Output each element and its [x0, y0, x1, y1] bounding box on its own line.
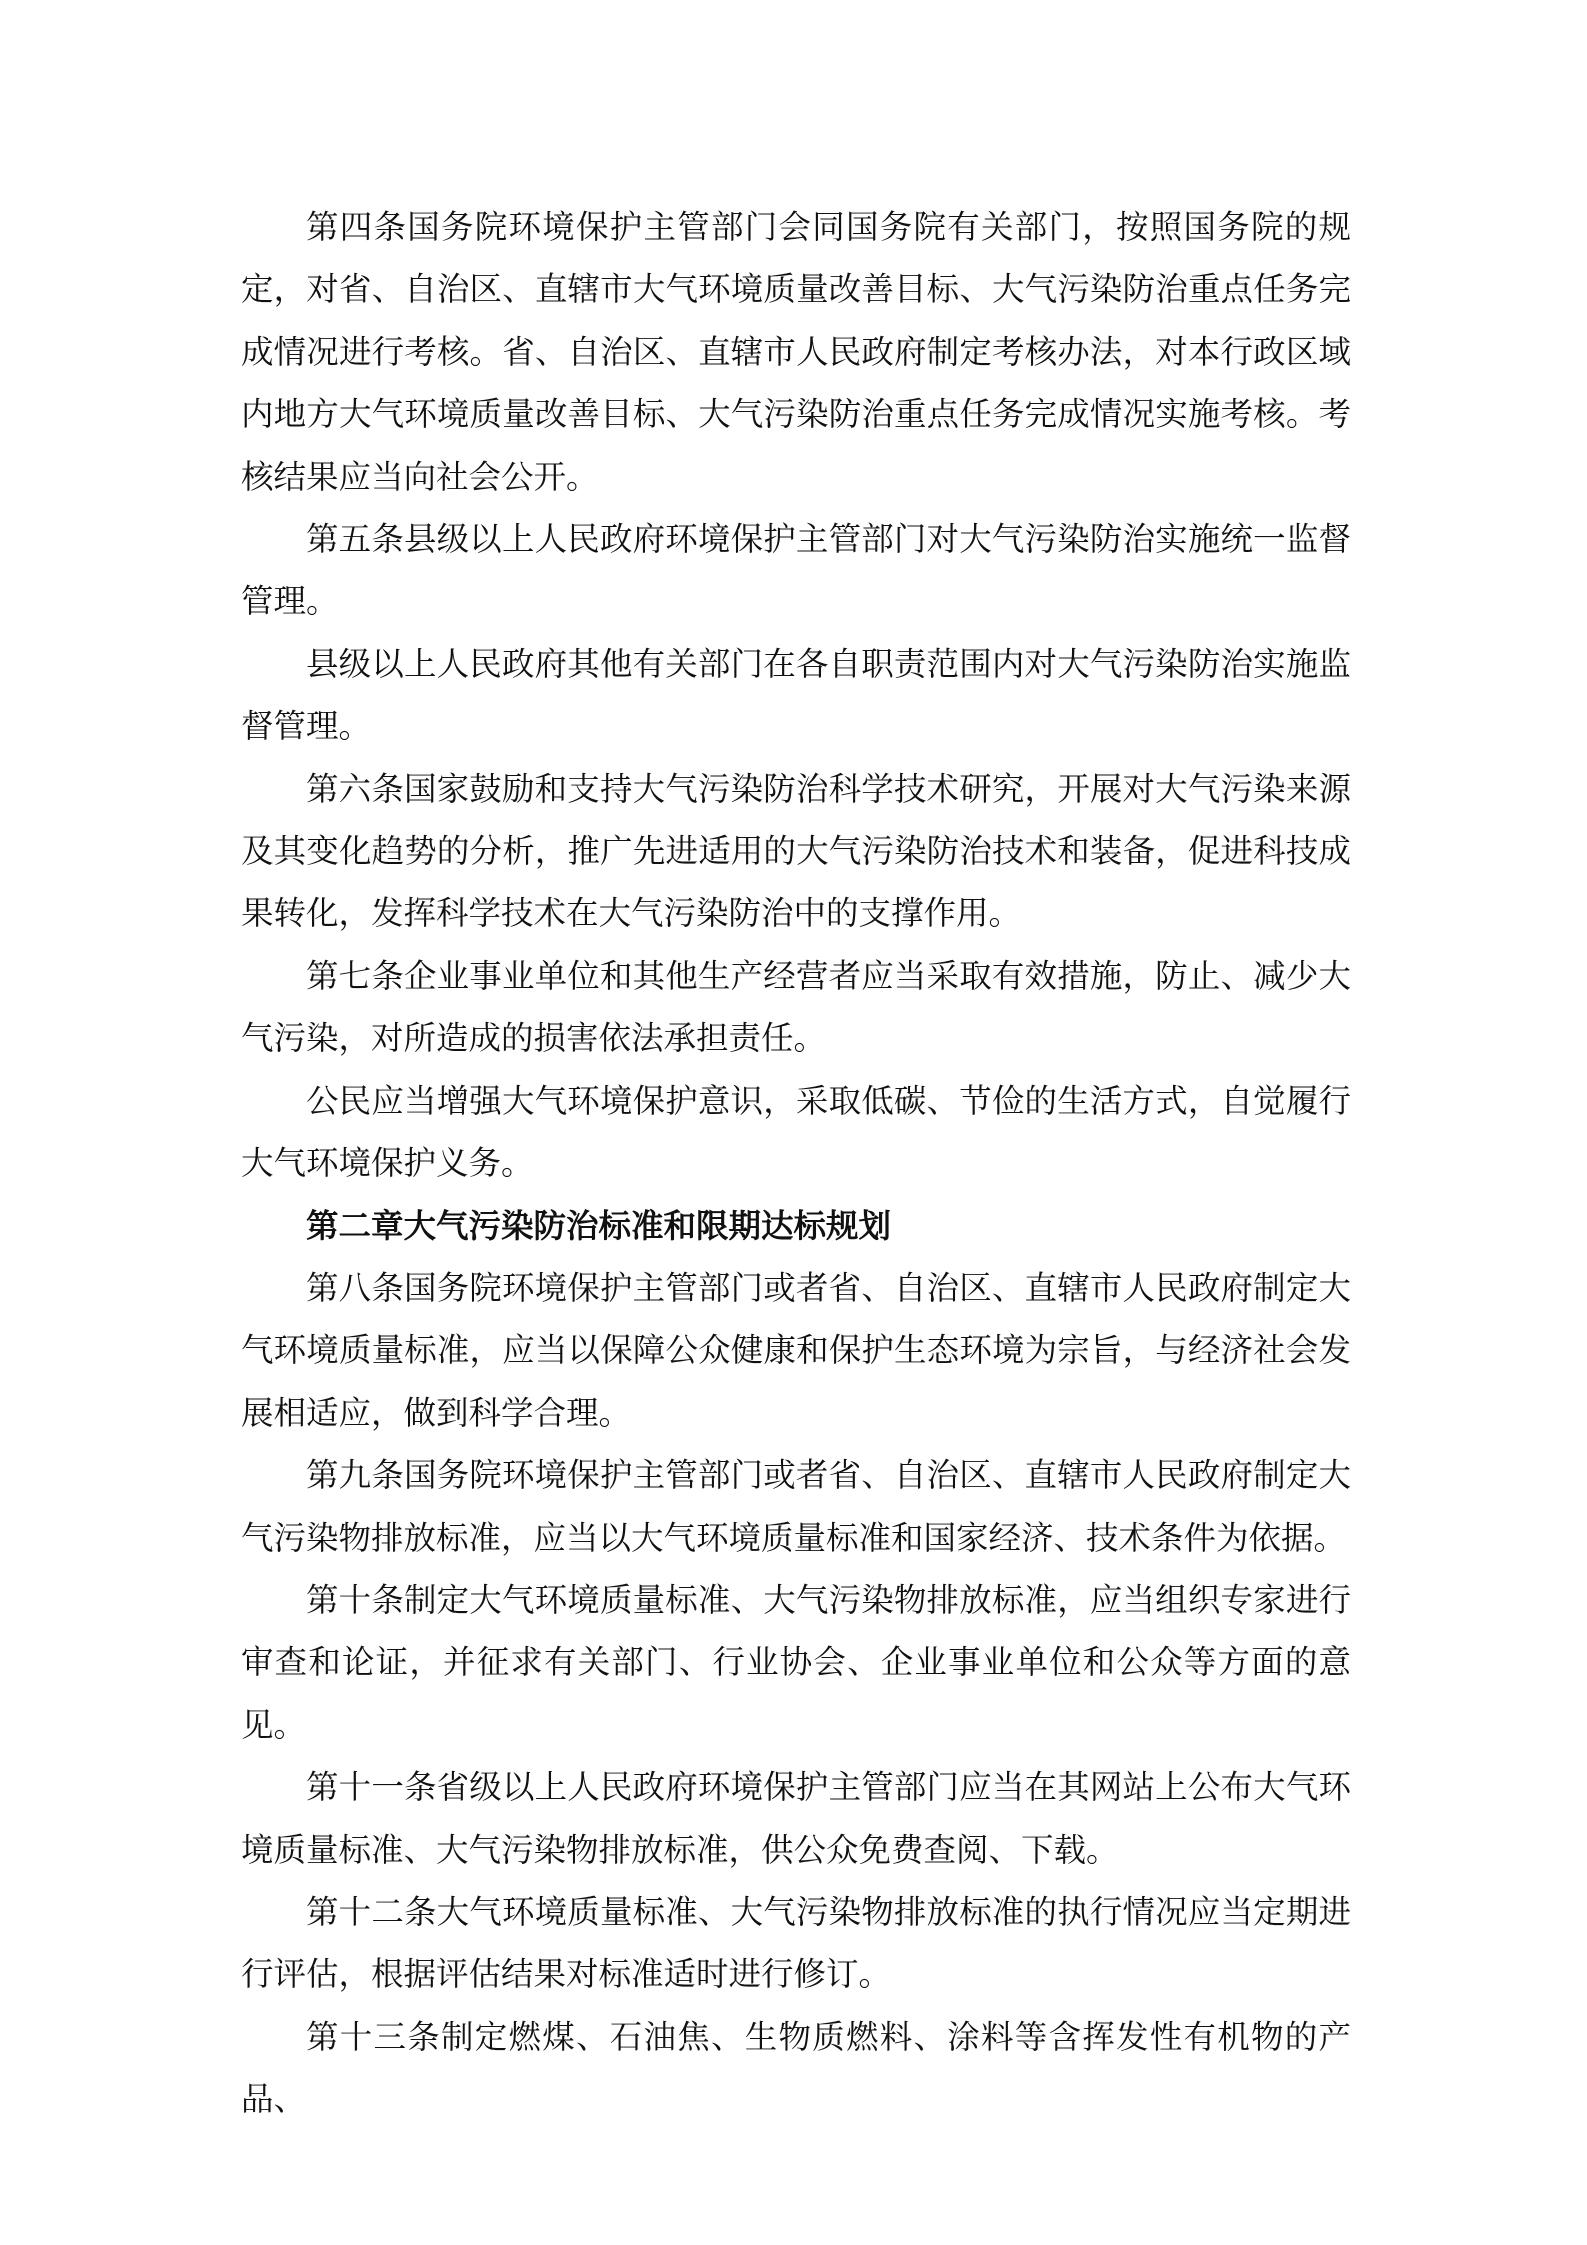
paragraph-article-10: 第十条制定大气环境质量标准、大气污染物排放标准，应当组织专家进行审查和论证，并征求有关部门、行业协会、企业事业单位和公众等方面的意见。	[241, 1580, 1351, 1744]
paragraph-article-13: 第十三条制定燃煤、石油焦、生物质燃料、涂料等含挥发性有机物的产品、	[241, 2017, 1351, 2119]
paragraph-article-5-cont: 县级以上人民政府其他有关部门在各自职责范围内对大气污染防治实施监督管理。	[241, 644, 1351, 746]
paragraph-article-12: 第十二条大气环境质量标准、大气污染物排放标准的执行情况应当定期进行评估，根据评估结果对标准适时进行修订。	[241, 1892, 1351, 1994]
paragraph-article-6: 第六条国家鼓励和支持大气污染防治科学技术研究，开展对大气污染来源及其变化趋势的分析，推广先进适用的大气污染防治技术和装备，促进科技成果转化，发挥科学技术在大气污染防治中的支撑作用。	[241, 769, 1351, 933]
paragraph-article-9: 第九条国务院环境保护主管部门或者省、自治区、直辖市人民政府制定大气污染物排放标准，应当以大气环境质量标准和国家经济、技术条件为依据。	[241, 1456, 1351, 1557]
document-body	[241, 196, 1351, 2131]
paragraph-article-8: 第八条国务院环境保护主管部门或者省、自治区、直辖市人民政府制定大气环境质量标准，应当以保障公众健康和保护生态环境为宗旨，与经济社会发展相适应，做到科学合理。	[241, 1268, 1351, 1432]
paragraph-article-11: 第十一条省级以上人民政府环境保护主管部门应当在其网站上公布大气环境质量标准、大气污染物排放标准，供公众免费查阅、下载。	[241, 1768, 1351, 1869]
paragraph-article-5: 第五条县级以上人民政府环境保护主管部门对大气污染防治实施统一监督管理。	[241, 520, 1351, 621]
paragraph-article-7: 第七条企业事业单位和其他生产经营者应当采取有效措施，防止、减少大气污染，对所造成的损害依法承担责任。	[241, 956, 1351, 1058]
paragraph-article-4: 第四条国务院环境保护主管部门会同国务院有关部门，按照国务院的规定，对省、自治区、直辖市大气环境质量改善目标、大气污染防治重点任务完成情况进行考核。省、自治区、直辖市人民政府制定考核办法，对本行政区域内地方大气环境质量改善目标、大气污染防治重点任务完成情况实施考核。考核结果应当向社会公开。	[241, 208, 1351, 496]
chapter-heading: 第二章大气污染防治标准和限期达标规划	[306, 1205, 892, 1245]
paragraph-article-7-cont: 公民应当增强大气环境保护意识，采取低碳、节俭的生活方式，自觉履行大气环境保护义务。	[241, 1081, 1351, 1183]
